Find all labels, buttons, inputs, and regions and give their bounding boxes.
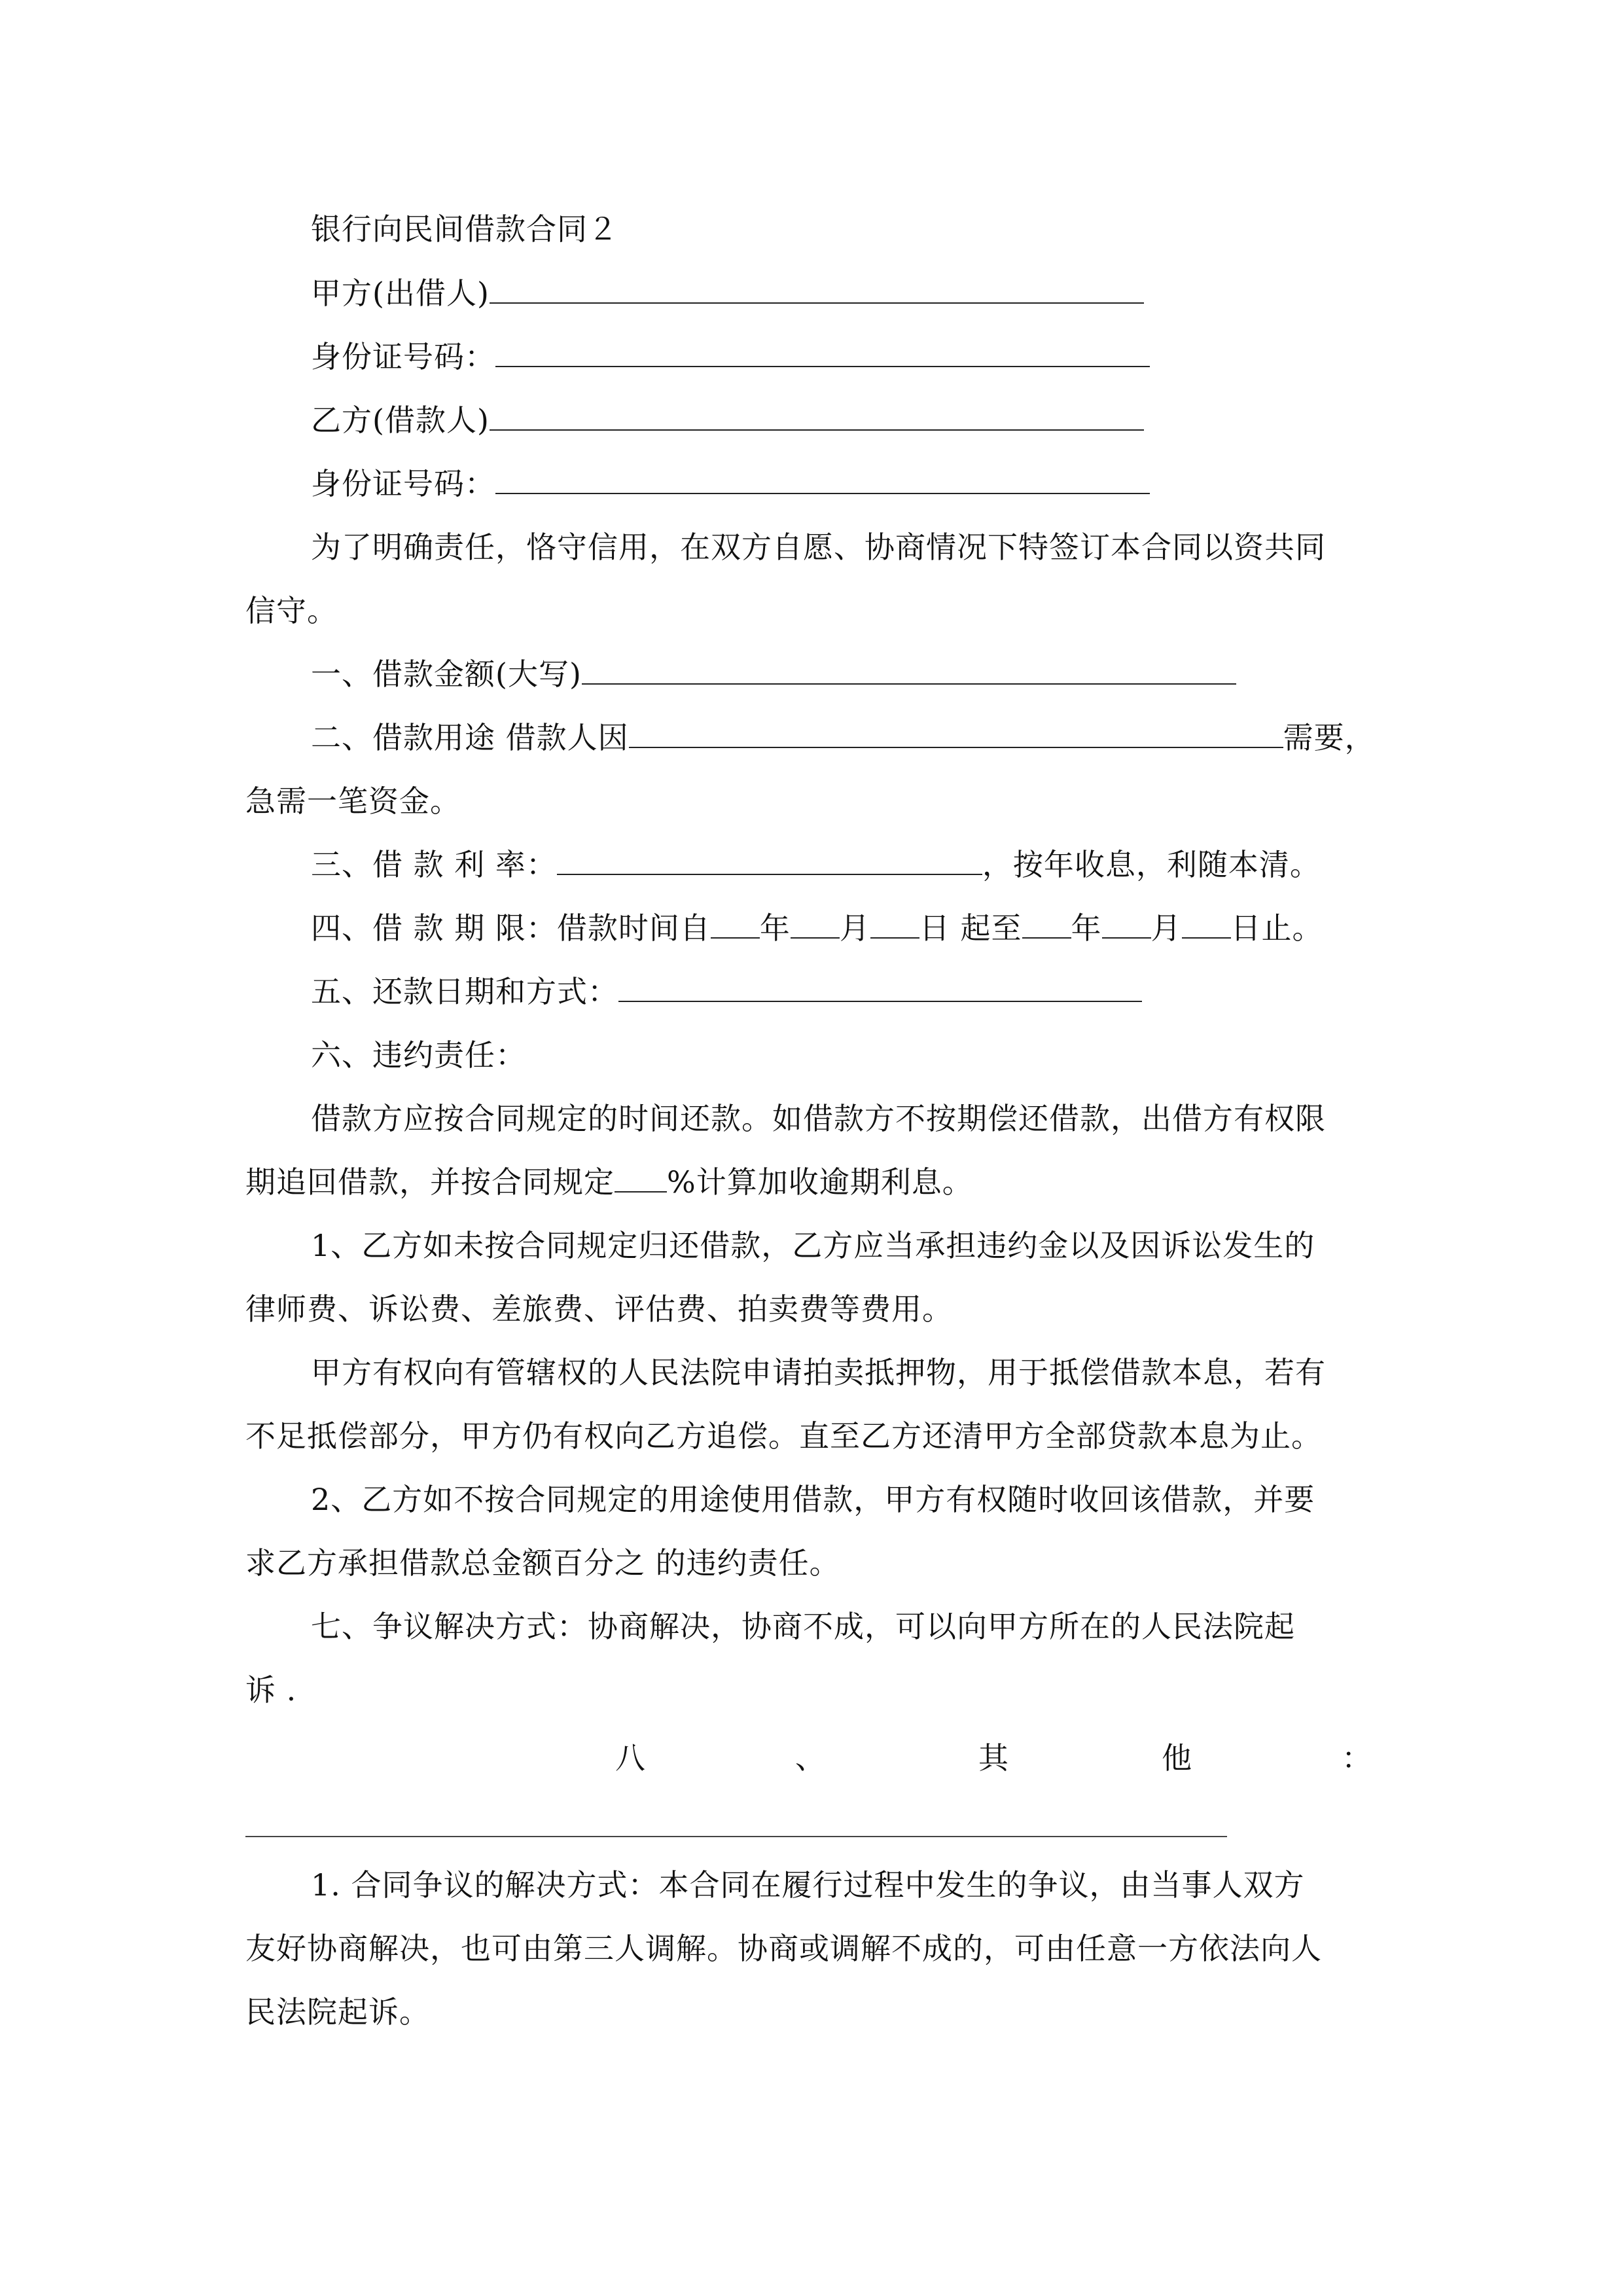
- party-b-id-label: 身份证号码：: [311, 466, 495, 501]
- breach-para-1-line-1: 借款方应按合同规定的时间还款。如借款方不按期偿还借款，出借方有权限: [311, 1101, 1326, 1136]
- interest-rate-label: 三、借 款 利 率：: [311, 847, 557, 882]
- to-day-label: 日止。: [1230, 910, 1323, 946]
- party-b-blank[interactable]: [490, 401, 1144, 431]
- to-day-blank[interactable]: [1182, 908, 1231, 939]
- dispute-resolution-line-2: 友好协商解决，也可由第三人调解。协商或调解不成的，可由任意一方依法向人: [245, 1931, 1322, 1966]
- loan-amount-label: 一、借款金额(大写): [311, 656, 582, 692]
- dispute-clause-line-1: 七、争议解决方式：协商解决，协商不成，可以向甲方所在的人民法院起: [311, 1609, 1295, 1644]
- loan-purpose-row: [311, 718, 1376, 757]
- breach-item-1-line-2: 律师费、诉讼费、差旅费、评估费、拍卖费等费用。: [245, 1291, 953, 1327]
- repayment-label: 五、还款日期和方式：: [311, 974, 618, 1009]
- loan-term-label: 四、借 款 期 限：借款时间自: [311, 910, 711, 946]
- intro-line-1: 为了明确责任，恪守信用，在双方自愿、协商情况下特签订本合同以资共同: [311, 529, 1326, 565]
- breach-para-2-line-2: 不足抵偿部分，甲方仍有权向乙方追偿。直至乙方还清甲方全部贷款本息为止。: [245, 1418, 1322, 1454]
- party-a-blank[interactable]: [490, 274, 1144, 304]
- other-blank-line[interactable]: [245, 1836, 1227, 1837]
- loan-purpose-blank[interactable]: [629, 718, 1283, 748]
- party-a-label: 甲方(出借人): [311, 276, 490, 311]
- to-year-label: 年: [1071, 910, 1102, 946]
- dispute-resolution-line-1: 1. 合同争议的解决方式：本合同在履行过程中发生的争议，由当事人双方: [311, 1867, 1305, 1903]
- loan-purpose-label: 二、借款用途 借款人因: [311, 720, 629, 755]
- breach-para-1-text-a: 期追回借款，并按合同规定: [245, 1164, 615, 1200]
- from-month-blank[interactable]: [791, 908, 840, 939]
- party-b-id-blank[interactable]: [495, 464, 1150, 494]
- breach-item-1-line-1: 1、乙方如未按合同规定归还借款，乙方应当承担违约金以及因诉讼发生的: [311, 1228, 1315, 1263]
- party-b-id-row: [311, 464, 1150, 503]
- other-heading-char-3: 其: [978, 1740, 1008, 1776]
- other-heading-char-5: ：: [1342, 1740, 1372, 1776]
- breach-para-2-line-1: 甲方有权向有管辖权的人民法院申请拍卖抵押物，用于抵偿借款本息，若有: [311, 1355, 1326, 1390]
- loan-purpose-need: 需要，: [1283, 720, 1376, 755]
- from-year-blank[interactable]: [711, 908, 760, 939]
- intro-line-2: 信守。: [245, 593, 338, 628]
- to-month-blank[interactable]: [1102, 908, 1151, 939]
- breach-item-2-line-1: 2、乙方如不按合同规定的用途使用借款，甲方有权随时收回该借款，并要: [311, 1482, 1315, 1517]
- loan-amount-blank[interactable]: [582, 655, 1236, 685]
- other-heading-char-2: 、: [795, 1740, 825, 1776]
- party-a-id-row: [311, 337, 1150, 376]
- from-year-label: 年: [759, 910, 791, 946]
- from-month-label: 月: [839, 910, 870, 946]
- dispute-clause-line-2: 诉 .: [245, 1672, 297, 1708]
- other-heading-char-4: 他: [1162, 1740, 1192, 1776]
- interest-rate-blank[interactable]: [557, 845, 982, 875]
- party-b-row: [311, 401, 1144, 440]
- loan-term-row: [311, 908, 1323, 948]
- loan-purpose-cont: 急需一笔资金。: [245, 783, 461, 819]
- breach-para-1-text-b: %计算加收逾期利息。: [667, 1164, 973, 1200]
- repayment-row: [311, 972, 1142, 1011]
- to-month-label: 月: [1150, 910, 1182, 946]
- party-a-row: [311, 274, 1144, 313]
- dispute-resolution-line-3: 民法院起诉。: [245, 1994, 430, 2030]
- breach-heading: 六、违约责任：: [311, 1037, 526, 1073]
- other-heading-char-1: 八: [615, 1740, 645, 1776]
- from-day-label: 日 起至: [919, 910, 1022, 946]
- document-title: 银行向民间借款合同２: [311, 211, 618, 247]
- to-year-blank[interactable]: [1022, 908, 1071, 939]
- from-day-blank[interactable]: [870, 908, 919, 939]
- repayment-blank[interactable]: [618, 972, 1142, 1002]
- loan-amount-row: [311, 655, 1236, 694]
- interest-rate-tail: ，按年收息，利随本清。: [982, 847, 1321, 882]
- penalty-rate-blank[interactable]: [615, 1162, 667, 1193]
- party-a-id-label: 身份证号码：: [311, 339, 495, 374]
- party-b-label: 乙方(借款人): [311, 403, 490, 438]
- party-a-id-blank[interactable]: [495, 337, 1150, 367]
- breach-para-1-line-2: [245, 1162, 973, 1202]
- interest-rate-row: [311, 845, 1321, 884]
- breach-item-2-line-2: 求乙方承担借款总金额百分之 的违约责任。: [245, 1545, 840, 1581]
